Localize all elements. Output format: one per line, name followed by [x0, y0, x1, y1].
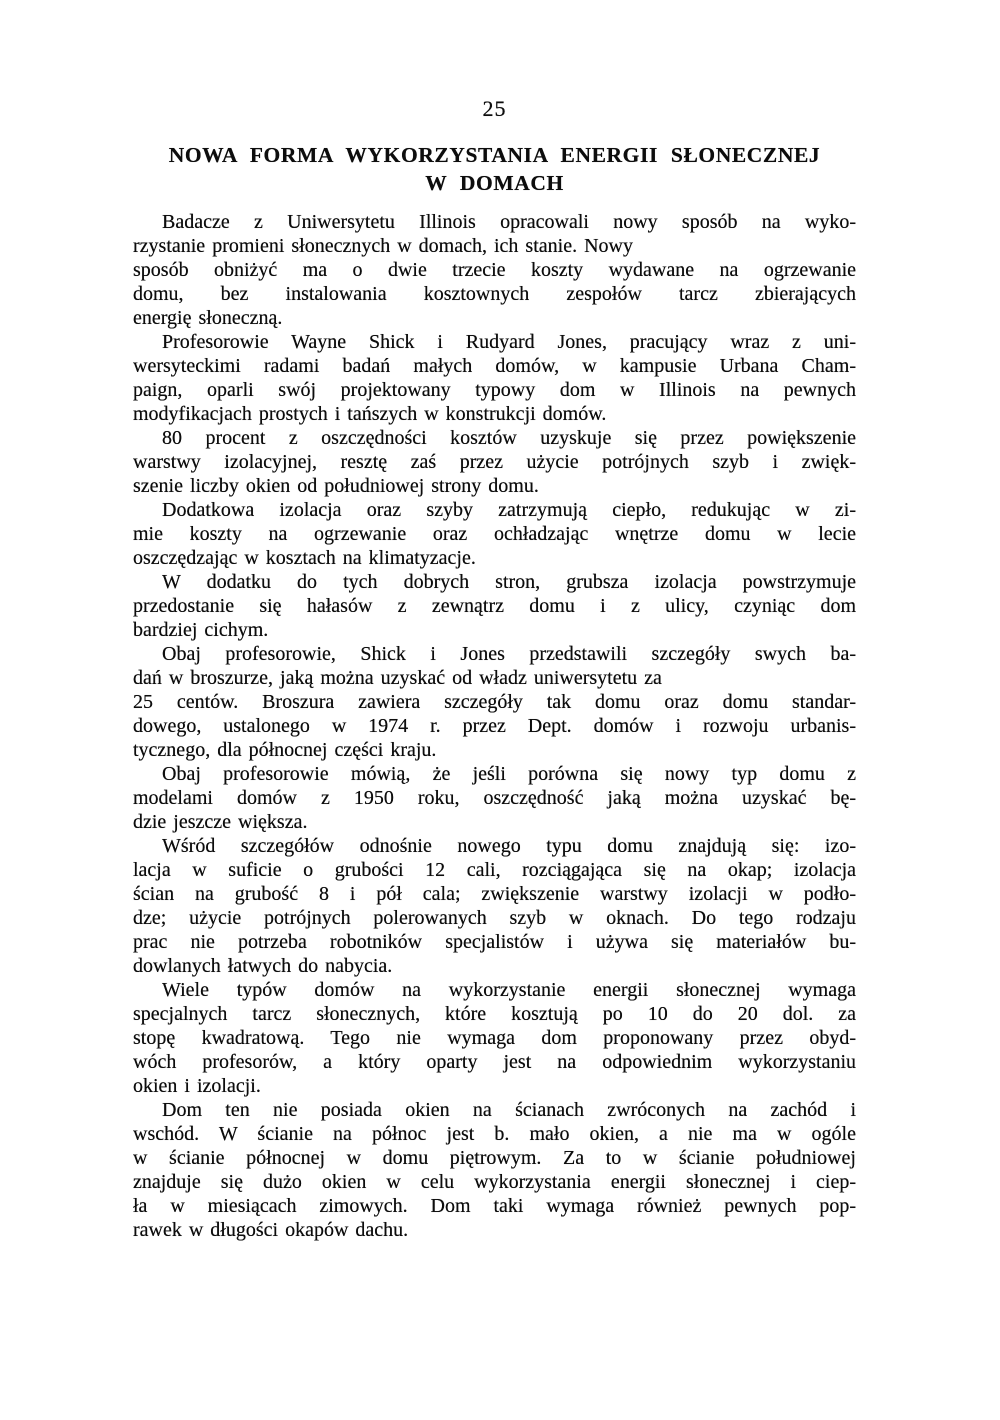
text-line: Obaj profesorowie mówią, że jeśli porówna się nowy typ domu z [162, 763, 856, 785]
text-line: dań w broszurze, jaką można uzyskać od władz uniwersytetu za [133, 667, 662, 689]
text-line: sposób obniżyć ma o dwie trzecie koszty wydawane na ogrzewanie [133, 259, 856, 281]
paragraph [133, 210, 856, 330]
text-line: oszczędzając w kosztach na klimatyzacje. [133, 547, 476, 569]
text-line: 80 procent z oszczędności kosztów uzyskuje się przez powiększenie [162, 427, 856, 449]
article-title [123, 141, 866, 197]
text-line: stopę kwadratową. Tego nie wymaga dom proponowany przez obyd- [133, 1027, 856, 1049]
paragraph [133, 330, 856, 426]
text-line: ścian na grubość 8 i pół cala; zwiększenie warstwy izolacji w podło- [133, 883, 856, 905]
article-title-line-1: NOWA FORMA WYKORZYSTANIA ENERGII SŁONECZNEJ [168, 143, 821, 167]
paragraph [133, 642, 856, 762]
text-line: znajduje się dużo okien w celu wykorzystania energii słonecznej i ciep- [133, 1171, 856, 1193]
text-line: warstwy izolacyjnej, resztę zaś przez użycie potrójnych szyb i zwięk- [133, 451, 856, 473]
text-line: okien i izolacji. [133, 1075, 261, 1097]
text-line: W dodatku do tych dobrych stron, grubsza izolacja powstrzymuje [162, 571, 856, 593]
text-line: Obaj profesorowie, Shick i Jones przedstawili szczegóły swych ba- [162, 643, 856, 665]
text-line: modelami domów z 1950 roku, oszczędność jaką można uzyskać bę- [133, 787, 856, 809]
text-line: lacja w suficie o grubości 12 cali, rozciągająca się na okap; izolacja [133, 859, 856, 881]
text-line: dowlanych łatwych do nabycia. [133, 955, 393, 977]
text-line: rzystanie promieni słonecznych w domach, ich stanie. Nowy [133, 235, 633, 257]
text-line: prac nie potrzeba robotników specjalistów i używa się materiałów bu- [133, 931, 856, 953]
text-line: Dom ten nie posiada okien na ścianach zwróconych na zachód i [162, 1099, 856, 1121]
paragraph [133, 1098, 856, 1242]
text-line: wschód. W ścianie na północ jest b. mało okien, a nie ma w ogóle [133, 1123, 856, 1145]
text-line: wóch profesorów, a który oparty jest na odpowiednim wykorzystaniu [133, 1051, 856, 1073]
article-title-line-2: W DOMACH [425, 171, 564, 195]
paragraph [133, 426, 856, 498]
article-body [133, 210, 856, 1242]
text-line: Wiele typów domów na wykorzystanie energii słonecznej wymaga [162, 979, 856, 1001]
text-line: przedostanie się hałasów z zewnątrz domu i z ulicy, czyniąc dom [133, 595, 856, 617]
page-number: 25 [482, 96, 507, 121]
text-line: Profesorowie Wayne Shick i Rudyard Jones, pracujący wraz z uni- [162, 331, 856, 353]
text-line: szenie liczby okien od południowej strony domu. [133, 475, 539, 497]
text-line: dowego, ustalonego w 1974 r. przez Dept. domów i rozwoju urbanis- [133, 715, 856, 737]
text-line: ła w miesiącach zimowych. Dom taki wymaga również pewnych pop- [133, 1195, 856, 1217]
text-line: rawek w długości okapów dachu. [133, 1219, 409, 1241]
text-line: mie koszty na ogrzewanie oraz ochładzając wnętrze domu w lecie [133, 523, 856, 545]
paragraph [133, 498, 856, 570]
paragraph [133, 978, 856, 1098]
text-line: w ścianie północnej w domu piętrowym. Za to w ścianie południowej [133, 1147, 856, 1169]
text-line: energię słoneczną. [133, 307, 283, 329]
text-line: Dodatkowa izolacja oraz szyby zatrzymują ciepło, redukując w zi- [162, 499, 856, 521]
text-line: modyfikacjach prostych i tańszych w konstrukcji domów. [133, 403, 607, 425]
text-line: wersyteckimi radami badań małych domów, w kampusie Urbana Cham- [133, 355, 856, 377]
paragraph [133, 834, 856, 978]
text-line: 25 centów. Broszura zawiera szczegóły tak domu oraz domu standar- [133, 691, 856, 713]
text-line: Wśród szczegółów odnośnie nowego typu domu znajdują się: izo- [162, 835, 856, 857]
text-line: specjalnych tarcz słonecznych, które kosztują po 10 do 20 dol. za [133, 1003, 856, 1025]
paragraph [133, 570, 856, 642]
text-line: dze; użycie potrójnych polerowanych szyb w oknach. Do tego rodzaju [133, 907, 856, 929]
text-line: Badacze z Uniwersytetu Illinois opracowali nowy sposób na wyko- [162, 211, 856, 233]
text-line: domu, bez instalowania kosztownych zespołów tarcz zbierających [133, 283, 856, 305]
text-line: bardziej cichym. [133, 619, 269, 641]
paragraph [133, 762, 856, 834]
text-line: tycznego, dla północnej części kraju. [133, 739, 437, 761]
text-line: dzie jeszcze większa. [133, 811, 308, 833]
text-line: paign, oparli swój projektowany typowy dom w Illinois na pewnych [133, 379, 856, 401]
